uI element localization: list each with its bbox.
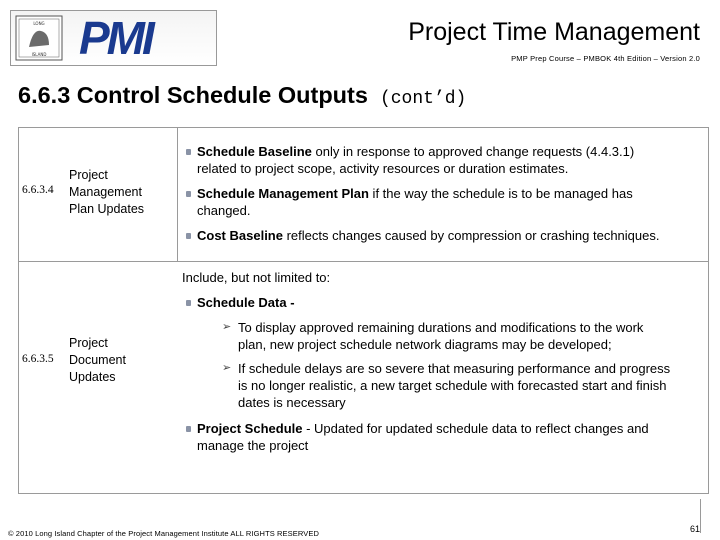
sub-bullet-network-diagrams: To display approved remaining durations and modifications to the work plan, new project schedule network diagrams may be developed; <box>238 320 644 352</box>
bullet-schedule-management-plan: Schedule Management Plan if the way the schedule is to be managed has changed. <box>197 186 633 218</box>
bullet-schedule-baseline: Schedule Baseline only in response to approved change requests (4.4.3.1) related to project scope, activity resources or duration estimates. <box>197 144 635 176</box>
heading-text: 6.6.3 Control Schedule Outputs <box>18 82 368 108</box>
arrow-bullet-icon: ➢ <box>222 321 232 333</box>
column-divider <box>177 127 178 261</box>
sub-bullet-target-schedule: If schedule delays are so severe that measuring performance and progress is no longer realistic, a new target schedule with forecasted start and finish dates is necessary <box>238 361 671 410</box>
row-number: 6.6.3.5 <box>22 353 54 365</box>
svg-text:LONG: LONG <box>33 21 45 26</box>
arrow-bullet-icon: ➢ <box>222 362 232 374</box>
logo <box>10 10 217 66</box>
bullet-icon <box>186 426 191 432</box>
bullet-icon <box>186 300 191 306</box>
include-intro: Include, but not limited to: <box>182 270 331 285</box>
bullet-icon <box>186 233 191 239</box>
row-label: Project Management Plan Updates <box>69 168 145 216</box>
bullet-cost-baseline: Cost Baseline reflects changes caused by compression or crashing techniques. <box>197 228 660 243</box>
course-subtitle: PMP Prep Course – PMBOK 4th Edition – Version 2.0 <box>511 54 700 63</box>
row-label: Project Document Updates <box>69 336 126 384</box>
svg-text:ISLAND: ISLAND <box>31 52 47 57</box>
copyright-footer: © 2010 Long Island Chapter of the Project Management Institute ALL RIGHTS RESERVED <box>8 529 319 538</box>
bullet-icon <box>186 149 191 155</box>
row-number: 6.6.3.4 <box>22 184 54 196</box>
pmi-logo-text: PMI <box>79 12 152 64</box>
slide-title: Project Time Management <box>408 18 700 46</box>
chapter-seal-icon <box>15 15 63 61</box>
footer-divider <box>700 499 701 533</box>
page-number: 61 <box>690 524 701 534</box>
page-heading <box>18 82 466 109</box>
bullet-icon <box>186 191 191 197</box>
bullet-project-schedule: Project Schedule - Updated for updated schedule data to reflect changes and manage the project <box>197 421 649 453</box>
heading-continued: (cont’d) <box>379 89 467 109</box>
row-divider <box>18 261 709 262</box>
bullet-schedule-data: Schedule Data - <box>197 295 295 310</box>
